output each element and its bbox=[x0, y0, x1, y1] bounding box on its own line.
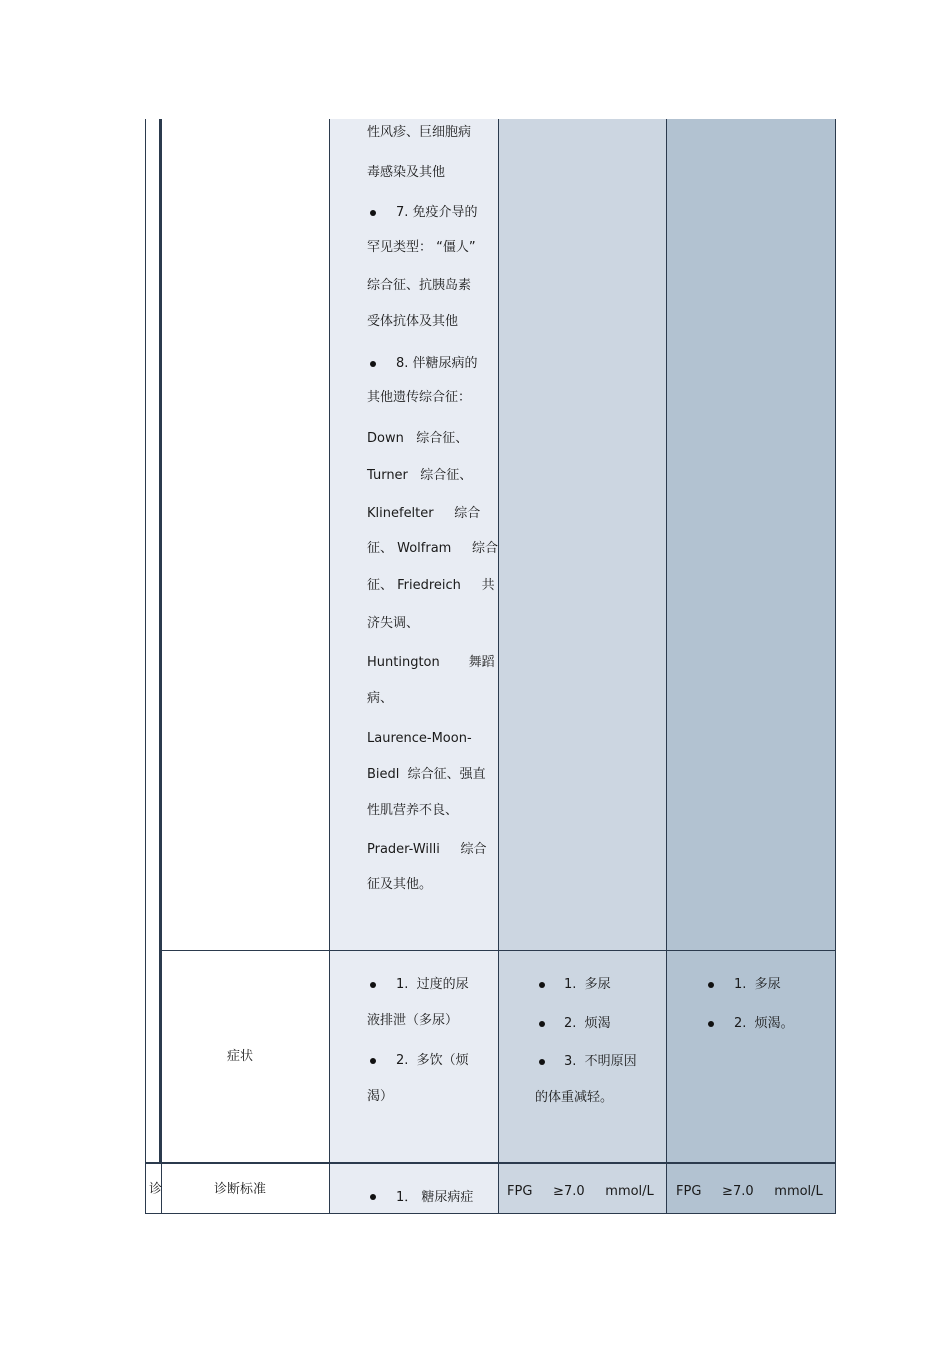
criteria-label: 诊断标准 bbox=[214, 1182, 267, 1197]
criteria-col5: FPG ≥7.0 mmol/L bbox=[676, 1184, 823, 1199]
col4-bg bbox=[498, 119, 667, 1214]
list-line: 毒感染及其他 bbox=[367, 165, 446, 180]
bullet-icon bbox=[370, 1194, 376, 1200]
bullet-icon bbox=[370, 361, 376, 367]
border-row1 bbox=[161, 950, 836, 951]
bullet-icon bbox=[539, 982, 545, 988]
list-line: 渴） bbox=[367, 1089, 394, 1104]
bullet-icon bbox=[539, 1059, 545, 1065]
symptoms-label: 症状 bbox=[227, 1049, 254, 1064]
list-line: Klinefelter 综合 bbox=[367, 506, 481, 521]
border-col5 bbox=[666, 119, 667, 1214]
border-col2 bbox=[161, 119, 162, 1214]
list-line: 病、 bbox=[367, 691, 394, 706]
list-line: 其他遗传综合征： bbox=[367, 390, 472, 405]
list-line: 7. 免疫介导的 bbox=[396, 205, 478, 220]
border-right bbox=[835, 119, 836, 1214]
list-line: Huntington 舞蹈 bbox=[367, 655, 495, 670]
border-col3 bbox=[329, 119, 330, 1214]
criteria-col4: FPG ≥7.0 mmol/L bbox=[507, 1184, 654, 1199]
bullet-icon bbox=[708, 1021, 714, 1027]
list-line: 受体抗体及其他 bbox=[367, 314, 459, 329]
list-line: 8. 伴糖尿病的 bbox=[396, 356, 478, 371]
bullet-icon bbox=[708, 982, 714, 988]
list-line: Down 综合征、 bbox=[367, 431, 469, 446]
list-line: 性肌营养不良、 bbox=[367, 803, 459, 818]
border-row2 bbox=[145, 1162, 836, 1164]
bullet-icon bbox=[370, 982, 376, 988]
list-line: 罕见类型： “僵人” bbox=[367, 240, 476, 255]
table bbox=[145, 119, 836, 1214]
list-line: Biedl 综合征、强直 bbox=[367, 767, 486, 782]
col5-bg bbox=[667, 119, 836, 1214]
list-line: Turner 综合征、 bbox=[367, 468, 473, 483]
border-left bbox=[145, 119, 146, 1214]
list-line: 液排泄（多尿） bbox=[367, 1013, 459, 1028]
list-line: 征、 Friedreich 共 bbox=[367, 578, 495, 593]
criteria-side-label: 诊 bbox=[149, 1182, 163, 1197]
list-line: 1. 多尿 bbox=[564, 977, 611, 992]
list-line: 2. 烦渴。 bbox=[734, 1016, 794, 1031]
criteria-col3: 1． 糖尿病症 bbox=[396, 1190, 474, 1205]
bullet-icon bbox=[370, 1058, 376, 1064]
list-line: 2. 烦渴 bbox=[564, 1016, 611, 1031]
list-line: 性风疹、巨细胞病 bbox=[367, 125, 472, 140]
list-line: 1. 过度的尿 bbox=[396, 977, 469, 992]
list-line: 的体重减轻。 bbox=[535, 1090, 614, 1105]
list-line: Prader-Willi 综合 bbox=[367, 842, 487, 857]
list-line: 3. 不明原因 bbox=[564, 1054, 637, 1069]
bullet-icon bbox=[539, 1021, 545, 1027]
list-line: 征及其他。 bbox=[367, 877, 433, 892]
border-bottom bbox=[145, 1213, 836, 1214]
list-line: 征、 Wolfram 综合 bbox=[367, 541, 499, 556]
list-line: Laurence-Moon- bbox=[367, 731, 472, 746]
list-line: 综合征、抗胰岛素 bbox=[367, 278, 472, 293]
bullet-icon bbox=[370, 210, 376, 216]
list-line: 1. 多尿 bbox=[734, 977, 781, 992]
list-line: 2. 多饮（烦 bbox=[396, 1053, 469, 1068]
border-col4 bbox=[498, 119, 499, 1214]
list-line: 济失调、 bbox=[367, 616, 420, 631]
